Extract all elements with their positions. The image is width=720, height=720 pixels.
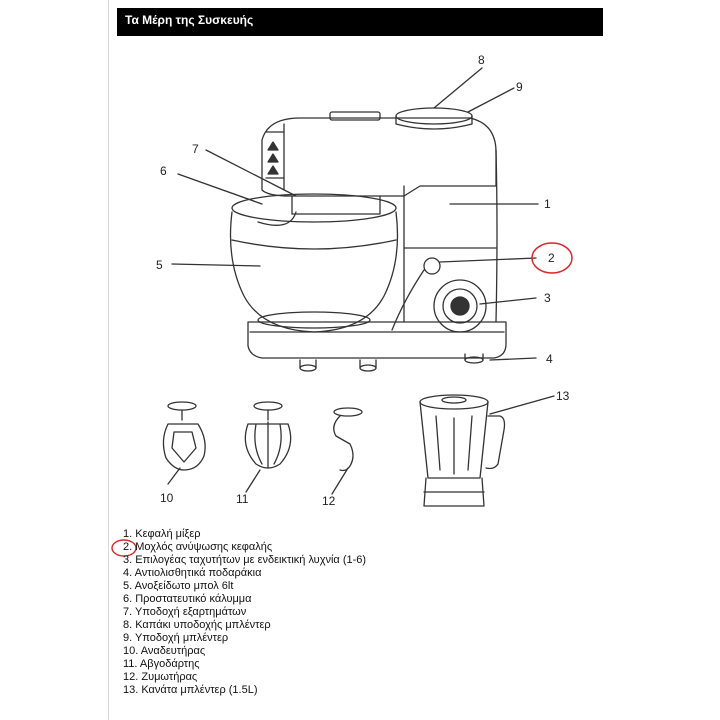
leader-4 — [490, 358, 536, 360]
blender-jug — [420, 395, 505, 506]
callout-6: 6 — [160, 164, 167, 178]
callout-12: 12 — [322, 494, 336, 508]
parts-list-item: 8. Καπάκι υποδοχής μπλέντερ — [123, 619, 271, 631]
leader-13 — [490, 396, 554, 414]
leader-2 — [440, 258, 536, 262]
parts-list — [123, 528, 366, 697]
leader-10 — [168, 468, 180, 484]
parts-list-item: 3. Επιλογέας ταχυτήτων με ενδεικτική λυχνία (1-6) — [123, 554, 367, 566]
parts-list-item: 9. Υποδοχή μπλέντερ — [123, 632, 229, 644]
callout-2: 2 — [548, 251, 555, 265]
leader-11 — [246, 470, 260, 492]
parts-list-item: 1. Κεφαλή μίξερ — [123, 528, 201, 540]
mixer-head — [262, 118, 496, 196]
callout-5: 5 — [156, 258, 163, 272]
head-lever — [424, 258, 440, 274]
callout-3: 3 — [544, 291, 551, 305]
callout-7: 7 — [192, 142, 199, 156]
callout-11: 11 — [236, 492, 249, 506]
parts-list-item: 4. Αντιολισθητικά ποδαράκια — [123, 567, 262, 579]
leader-12 — [332, 468, 348, 494]
parts-list-item: 2. Μοχλός ανύψωσης κεφαλής — [123, 541, 273, 553]
callout-13: 13 — [556, 389, 570, 403]
foot-left — [300, 365, 316, 371]
parts-list-item: 12. Ζυμωτήρας — [123, 671, 198, 683]
dough-hook-accessory — [334, 408, 362, 471]
section-title: Τα Μέρη της Συσκευής — [125, 13, 254, 27]
callout-8: 8 — [478, 53, 485, 67]
parts-list-item: 6. Προστατευτικό κάλυμμα — [123, 593, 252, 605]
leader-8 — [434, 68, 482, 108]
callout-9: 9 — [516, 80, 523, 94]
bowl-body — [231, 212, 398, 332]
callout-10: 10 — [160, 491, 174, 505]
parts-list-item: 5. Ανοξείδωτο μπολ 6lt — [123, 580, 234, 592]
bowl-rim — [232, 194, 396, 222]
mixer-column — [404, 150, 497, 322]
whisk-accessory — [245, 402, 290, 468]
blender-socket-lid — [396, 108, 472, 124]
leader-5 — [172, 264, 260, 266]
parts-list-item: 10. Αναδευτήρας — [123, 645, 206, 657]
leader-6 — [178, 174, 262, 204]
parts-list-item: 11. Αβγοδάρτης — [123, 658, 200, 670]
callout-1: 1 — [544, 197, 551, 211]
foot-mid — [360, 365, 376, 371]
leader-3 — [480, 298, 536, 304]
beater-accessory — [163, 402, 205, 470]
callout-4: 4 — [546, 352, 553, 366]
parts-list-item: 13. Κανάτα μπλέντερ (1.5L) — [123, 684, 258, 696]
leader-9 — [468, 88, 514, 112]
parts-list-item: 7. Υποδοχή εξαρτημάτων — [123, 606, 247, 618]
